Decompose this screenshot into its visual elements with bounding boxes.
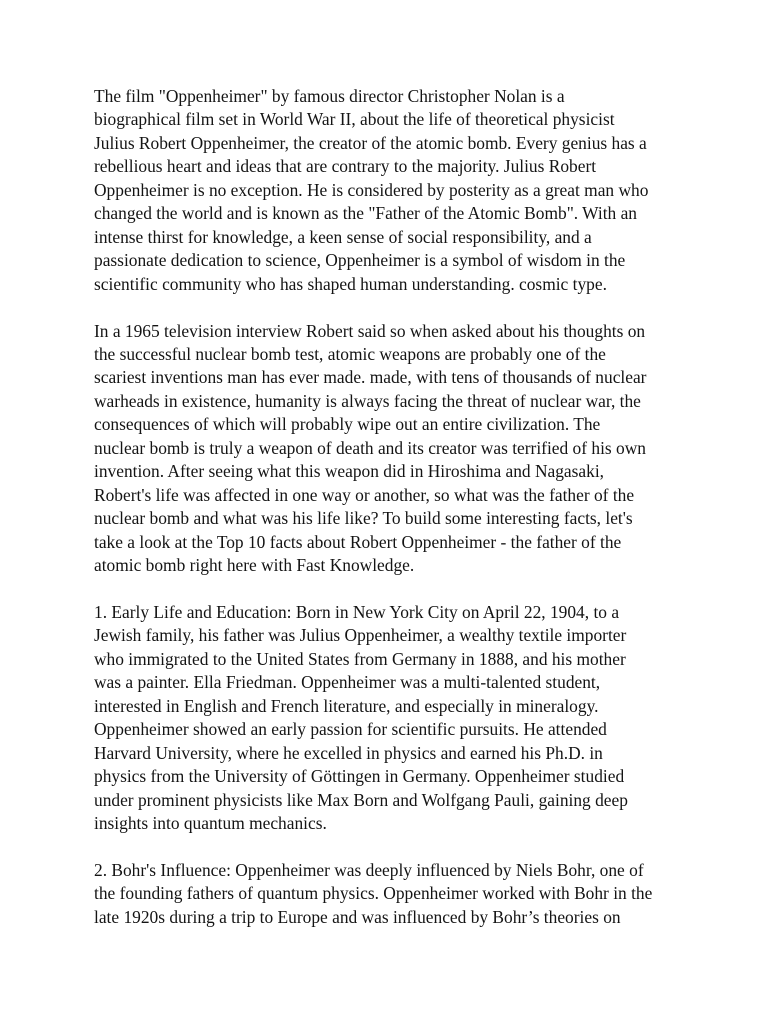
text-line: physics from the University of Göttingen in Germany. Oppenheimer studied	[94, 766, 625, 787]
text-line: interested in English and French literature, and especially in mineralogy.	[94, 695, 599, 716]
text-line: invention. After seeing what this weapon did in Hiroshima and Nagasaki,	[94, 461, 605, 482]
text-line: consequences of which will probably wipe out an entire civilization. The	[94, 414, 601, 435]
text-line: atomic bomb right here with Fast Knowledge.	[94, 555, 415, 576]
text-line: 1. Early Life and Education: Born in New York City on April 22, 1904, to a	[94, 601, 620, 622]
text-line: In a 1965 television interview Robert said so when asked about his thoughts on	[94, 320, 646, 341]
text-line: nuclear bomb is truly a weapon of death and its creator was terrified of his own	[94, 437, 646, 458]
text-line: scientific community who has shaped human understanding. cosmic type.	[94, 273, 607, 294]
paragraph-interview	[94, 320, 684, 578]
paragraph-intro	[94, 85, 684, 296]
text-line: The film "Oppenheimer" by famous director Christopher Nolan is a	[94, 86, 565, 106]
text-line: take a look at the Top 10 facts about Robert Oppenheimer - the father of the	[94, 531, 622, 552]
document-body	[94, 85, 684, 953]
text-line: biographical film set in World War II, about the life of theoretical physicist	[94, 109, 615, 130]
text-line: under prominent physicists like Max Born and Wolfgang Pauli, gaining deep	[94, 789, 628, 810]
paragraph-bohr-influence	[94, 859, 684, 929]
text-line: the successful nuclear bomb test, atomic weapons are probably one of the	[94, 343, 606, 364]
text-line: intense thirst for knowledge, a keen sense of social responsibility, and a	[94, 226, 592, 247]
text-line: Robert's life was affected in one way or another, so what was the father of the	[94, 484, 635, 505]
text-line: late 1920s during a trip to Europe and was influenced by Bohr’s theories on	[94, 906, 621, 927]
text-line: warheads in existence, humanity is always facing the threat of nuclear war, the	[94, 390, 641, 411]
paragraph-early-life	[94, 601, 684, 836]
text-line: insights into quantum mechanics.	[94, 813, 327, 834]
text-line: changed the world and is known as the "Father of the Atomic Bomb". With an	[94, 203, 638, 224]
text-line: 2. Bohr's Influence: Oppenheimer was deeply influenced by Niels Bohr, one of	[94, 859, 644, 880]
text-line: scariest inventions man has ever made. made, with tens of thousands of nuclear	[94, 367, 647, 388]
text-line: the founding fathers of quantum physics. Oppenheimer worked with Bohr in the	[94, 883, 653, 904]
text-line: Julius Robert Oppenheimer, the creator of the atomic bomb. Every genius has a	[94, 132, 647, 153]
text-line: Jewish family, his father was Julius Oppenheimer, a wealthy textile importer	[94, 625, 627, 646]
text-line: Oppenheimer is no exception. He is considered by posterity as a great man who	[94, 179, 649, 200]
text-line: Harvard University, where he excelled in physics and earned his Ph.D. in	[94, 742, 603, 763]
text-line: was a painter. Ella Friedman. Oppenheimer was a multi-talented student,	[94, 672, 601, 693]
text-line: nuclear bomb and what was his life like? To build some interesting facts, let's	[94, 508, 633, 529]
text-line: passionate dedication to science, Oppenheimer is a symbol of wisdom in the	[94, 250, 626, 271]
text-line: rebellious heart and ideas that are contrary to the majority. Julius Robert	[94, 156, 597, 177]
text-line: Oppenheimer showed an early passion for scientific pursuits. He attended	[94, 719, 607, 740]
text-line: who immigrated to the United States from Germany in 1888, and his mother	[94, 648, 626, 669]
